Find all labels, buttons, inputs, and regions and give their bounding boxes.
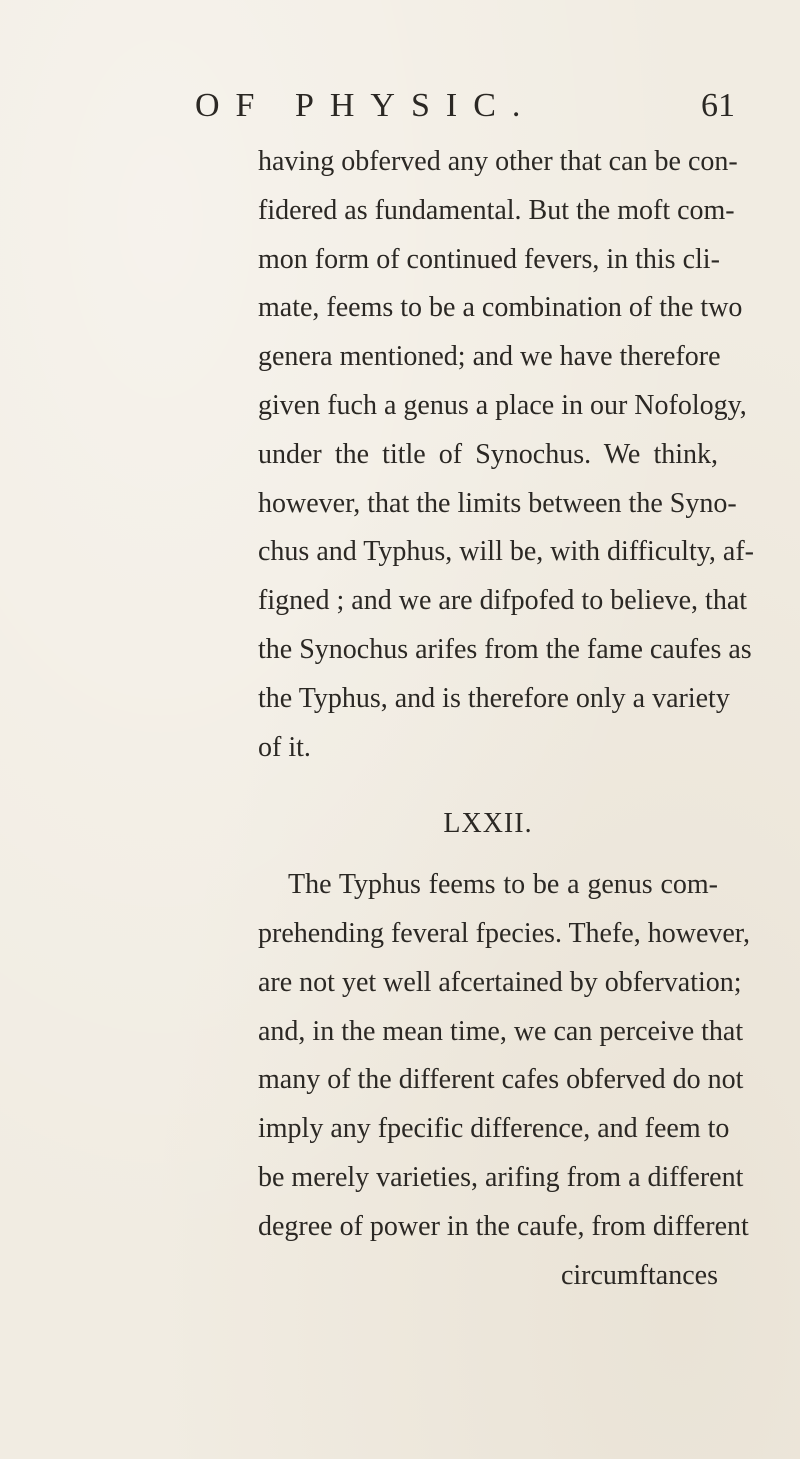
- section-heading: LXXII.: [443, 808, 533, 840]
- page-number: 61: [701, 87, 735, 124]
- text-line: are not yet well afcertained by obfervation;: [258, 966, 742, 998]
- text-line: having obferved any other that can be con-: [258, 146, 738, 177]
- text-line: the Synochus arifes from the fame caufes as: [258, 633, 752, 665]
- text-line: mon form of continued fevers, in this cli-: [258, 243, 720, 275]
- text-line: and, in the mean time, we can perceive that: [258, 1015, 744, 1047]
- text-line: genera mentioned; and we have therefore: [258, 341, 721, 373]
- text-line: The Typhus feems to be a genus com-: [288, 869, 718, 901]
- text-line: degree of power in the caufe, from different: [258, 1210, 749, 1242]
- text-line: chus and Typhus, will be, with difficulty, af-: [258, 536, 755, 568]
- text-line: the Typhus, and is therefore only a variety: [258, 682, 730, 714]
- running-title: OF PHYSIC.: [195, 87, 537, 124]
- text-line: mate, feems to be a combination of the two: [258, 292, 743, 324]
- text-line: many of the different cafes obferved do not: [258, 1064, 744, 1096]
- text-line: under the title of Synochus. We think,: [258, 438, 718, 470]
- text-line: of it.: [258, 731, 311, 763]
- catchword: circumftances: [560, 1259, 718, 1291]
- text-line: fidered as fundamental. But the moft com-: [258, 194, 735, 226]
- running-head: [195, 84, 735, 132]
- text-line: figned ; and we are difpofed to believe, that: [258, 585, 748, 617]
- paragraph-2: [258, 861, 751, 1300]
- text-line: imply any fpecific difference, and feem to: [258, 1113, 730, 1145]
- text-line: prehending feveral fpecies. Thefe, however,: [258, 917, 751, 949]
- body-text: [258, 138, 755, 1300]
- paragraph-1: [258, 138, 755, 772]
- text-line: given fuch a genus a place in our Nofology,: [258, 389, 747, 421]
- text-line: be merely varieties, arifing from a different: [258, 1161, 744, 1193]
- text-line: however, that the limits between the Syno-: [258, 487, 737, 519]
